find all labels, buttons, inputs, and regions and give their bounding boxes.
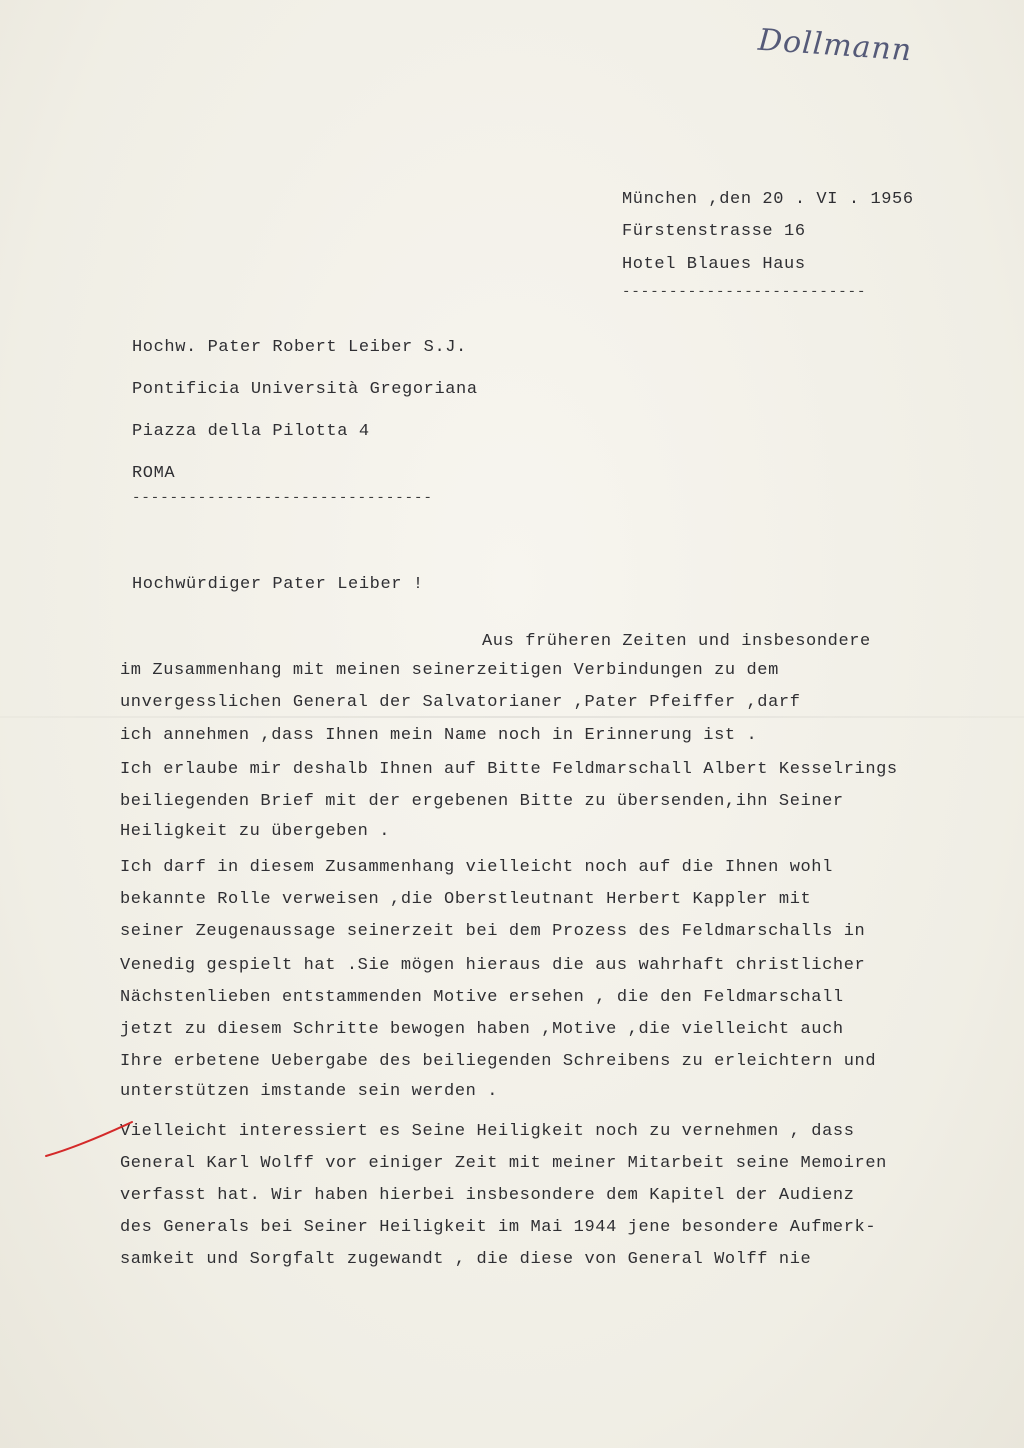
sender-date-line: München ,den 20 . VI . 1956 (622, 190, 914, 209)
sender-underline: -------------------------- (622, 284, 867, 300)
body-line: des Generals bei Seiner Heiligkeit im Mai 1944 jene besondere Aufmerk- (120, 1218, 877, 1237)
body-line: samkeit und Sorgfalt zugewandt , die diese von General Wolff nie (120, 1250, 812, 1269)
body-line: unvergesslichen General der Salvatorianer ,Pater Pfeiffer ,darf (120, 693, 801, 712)
body-line: unterstützen imstande sein werden . (120, 1082, 499, 1101)
paper-fold (0, 716, 1024, 718)
body-line: General Karl Wolff vor einiger Zeit mit meiner Mitarbeit seine Memoiren (120, 1154, 887, 1173)
recipient-city: ROMA (132, 464, 176, 483)
sender-street: Fürstenstrasse 16 (622, 222, 806, 241)
body-line: Ich erlaube mir deshalb Ihnen auf Bitte Feldmarschall Albert Kesselrings (120, 760, 898, 779)
body-line: jetzt zu diesem Schritte bewogen haben ,Motive ,die vielleicht auch (120, 1020, 844, 1039)
sender-hotel: Hotel Blaues Haus (622, 255, 806, 274)
body-line: Ich darf in diesem Zusammenhang vielleicht noch auf die Ihnen wohl (120, 858, 833, 877)
body-line: ich annehmen ,dass Ihnen mein Name noch in Erinnerung ist . (120, 726, 758, 745)
recipient-address: Piazza della Pilotta 4 (132, 422, 370, 441)
body-line: Heiligkeit zu übergeben . (120, 822, 391, 841)
body-line: Venedig gespielt hat .Sie mögen hieraus die aus wahrhaft christlicher (120, 956, 866, 975)
body-line: Aus früheren Zeiten und insbesondere (482, 632, 871, 651)
body-line: Vielleicht interessiert es Seine Heiligkeit noch zu vernehmen , dass (120, 1122, 855, 1141)
recipient-underline: -------------------------------- (132, 490, 433, 506)
body-line: Nächstenlieben entstammenden Motive ersehen , die den Feldmarschall (120, 988, 844, 1007)
body-line: seiner Zeugenaussage seinerzeit bei dem Prozess des Feldmarschalls in (120, 922, 866, 941)
body-line: beiliegenden Brief mit der ergebenen Bitte zu übersenden,ihn Seiner (120, 792, 844, 811)
body-line: im Zusammenhang mit meinen seinerzeitigen Verbindungen zu dem (120, 661, 779, 680)
handwritten-annotation: Dollmann (756, 22, 914, 69)
body-line: Ihre erbetene Uebergabe des beiliegenden Schreibens zu erleichtern und (120, 1052, 877, 1071)
body-line: verfasst hat. Wir haben hierbei insbesondere dem Kapitel der Audienz (120, 1186, 855, 1205)
red-pencil-mark (44, 1116, 134, 1160)
body-line: bekannte Rolle verweisen ,die Oberstleutnant Herbert Kappler mit (120, 890, 812, 909)
recipient-institution: Pontificia Università Gregoriana (132, 380, 478, 399)
recipient-name: Hochw. Pater Robert Leiber S.J. (132, 338, 467, 357)
salutation: Hochwürdiger Pater Leiber ! (132, 575, 424, 594)
